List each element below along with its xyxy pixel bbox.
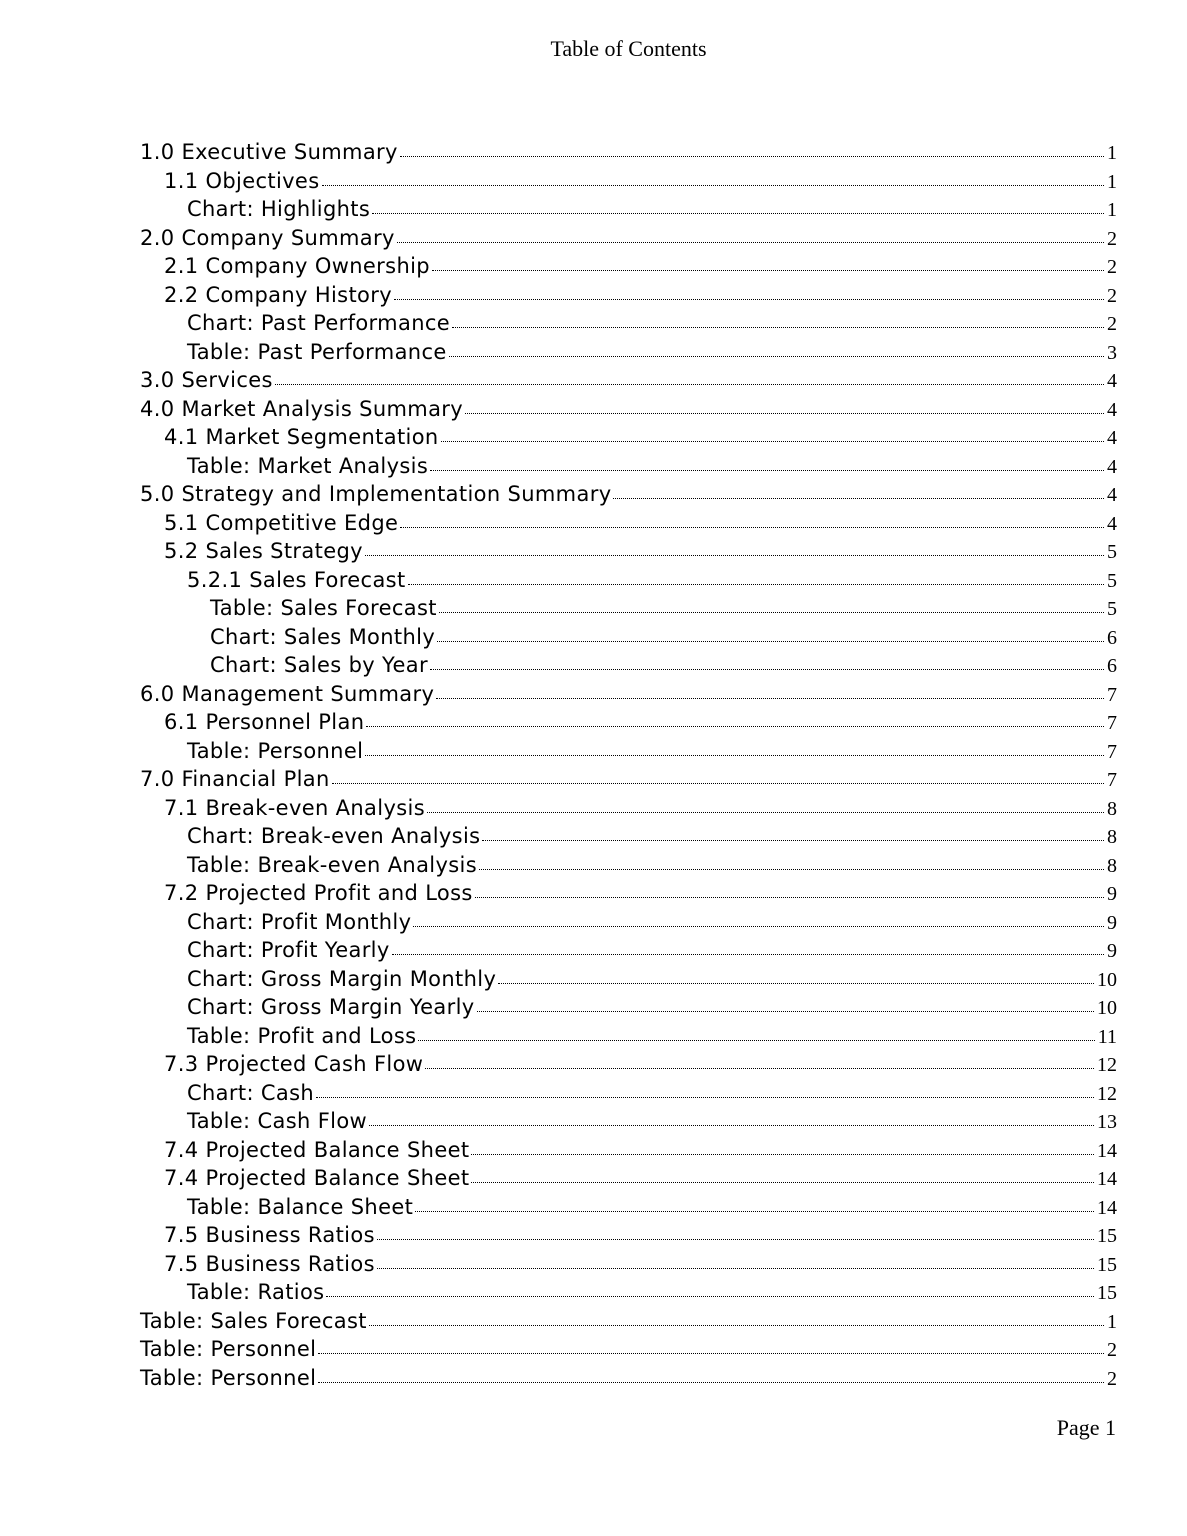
toc-entry-title: 7.5 Business Ratios xyxy=(164,1251,375,1276)
dot-leader xyxy=(479,869,1104,870)
toc-entry-page-number: 2 xyxy=(1107,284,1117,307)
toc-entry-page-number: 2 xyxy=(1107,1339,1117,1361)
toc-entry-title: Chart: Profit Monthly xyxy=(187,909,412,934)
toc-entry[interactable] xyxy=(140,568,1117,597)
dot-leader xyxy=(498,983,1094,984)
dot-leader xyxy=(400,156,1104,157)
toc-entry[interactable] xyxy=(140,226,1117,255)
dot-leader xyxy=(436,698,1104,699)
dot-leader xyxy=(377,1239,1094,1240)
toc-entry-page-number: 4 xyxy=(1107,512,1117,535)
toc-entry-title: 2.2 Company History xyxy=(164,282,393,307)
toc-entry-page-number: 7 xyxy=(1107,712,1117,734)
toc-entry-page-number: 5 xyxy=(1107,598,1117,620)
dot-leader xyxy=(365,555,1104,556)
toc-entry-title: Chart: Past Performance xyxy=(187,311,451,335)
toc-entry-title: 4.0 Market Analysis Summary xyxy=(140,396,464,421)
dot-leader xyxy=(425,1068,1094,1069)
toc-entry[interactable] xyxy=(140,425,1117,454)
toc-entry-title: Chart: Break-even Analysis xyxy=(187,824,481,848)
dot-leader xyxy=(413,926,1104,927)
dot-leader xyxy=(613,498,1104,499)
toc-entry[interactable] xyxy=(140,682,1117,711)
toc-entry-page-number: 4 xyxy=(1107,427,1117,449)
toc-entry-title: 6.1 Personnel Plan xyxy=(164,710,365,734)
toc-entry-title: Table: Balance Sheet xyxy=(187,1194,414,1219)
toc-entry-page-number: 12 xyxy=(1097,1082,1117,1105)
toc-entry-page-number: 4 xyxy=(1107,398,1117,421)
toc-entry[interactable] xyxy=(140,1366,1117,1395)
toc-entry[interactable] xyxy=(140,625,1117,654)
toc-entry[interactable] xyxy=(140,967,1117,996)
dot-leader xyxy=(439,612,1104,613)
toc-entry[interactable] xyxy=(140,1223,1117,1252)
toc-entry[interactable] xyxy=(140,853,1117,882)
dot-leader xyxy=(318,1382,1104,1383)
toc-entry[interactable] xyxy=(140,254,1117,283)
toc-entry-title: Table: Break-even Analysis xyxy=(187,852,478,877)
toc-entry-title: 7.4 Projected Balance Sheet xyxy=(164,1137,470,1162)
dot-leader xyxy=(482,840,1104,841)
dot-leader xyxy=(394,299,1104,300)
toc-entry[interactable] xyxy=(140,653,1117,682)
dot-leader xyxy=(465,413,1104,414)
toc-entry[interactable] xyxy=(140,1166,1117,1195)
toc-entry-page-number: 14 xyxy=(1097,1139,1117,1162)
dot-leader xyxy=(430,669,1104,670)
toc-entry-page-number: 8 xyxy=(1107,797,1117,820)
toc-entry-page-number: 1 xyxy=(1107,142,1117,164)
dot-leader xyxy=(408,584,1104,585)
toc-entry-page-number: 10 xyxy=(1097,968,1117,991)
toc-entry[interactable] xyxy=(140,368,1117,397)
toc-entry[interactable] xyxy=(140,197,1117,226)
toc-entry[interactable] xyxy=(140,140,1117,169)
toc-entry-title: Table: Sales Forecast xyxy=(210,596,437,620)
toc-entry-title: 7.0 Financial Plan xyxy=(140,767,330,791)
toc-entry-title: 4.1 Market Segmentation xyxy=(164,425,439,449)
toc-entry-page-number: 4 xyxy=(1107,455,1117,478)
toc-entry-title: Chart: Profit Yearly xyxy=(187,938,390,962)
dot-leader xyxy=(477,1011,1094,1012)
toc-entry[interactable] xyxy=(140,995,1117,1024)
toc-entry[interactable] xyxy=(140,1195,1117,1224)
toc-entry-title: Chart: Cash xyxy=(187,1080,315,1105)
toc-entry-title: 1.0 Executive Summary xyxy=(140,140,398,164)
dot-leader xyxy=(471,1154,1094,1155)
toc-entry-title: 6.0 Management Summary xyxy=(140,681,435,706)
toc-entry-page-number: 11 xyxy=(1097,1025,1117,1048)
toc-entry[interactable] xyxy=(140,539,1117,568)
toc-entry-title: Table: Market Analysis xyxy=(187,453,429,478)
toc-entry-page-number: 5 xyxy=(1107,569,1117,592)
toc-entry[interactable] xyxy=(140,1024,1117,1053)
toc-entry[interactable] xyxy=(140,283,1117,312)
dot-leader xyxy=(432,270,1104,271)
toc-entry-page-number: 8 xyxy=(1107,826,1117,848)
toc-entry-title: Chart: Highlights xyxy=(187,197,371,221)
toc-entry[interactable] xyxy=(140,710,1117,739)
toc-entry[interactable] xyxy=(140,340,1117,369)
toc-entry-page-number: 15 xyxy=(1097,1282,1117,1304)
toc-entry-page-number: 5 xyxy=(1107,541,1117,563)
toc-entry[interactable] xyxy=(140,311,1117,340)
toc-entry[interactable] xyxy=(140,1052,1117,1081)
toc-entry-title: Table: Profit and Loss xyxy=(187,1023,417,1048)
dot-leader xyxy=(427,812,1104,813)
toc-entry[interactable] xyxy=(140,596,1117,625)
toc-entry[interactable] xyxy=(140,482,1117,511)
table-of-contents xyxy=(140,140,1117,1394)
dot-leader xyxy=(275,384,1104,385)
toc-entry-page-number: 4 xyxy=(1107,484,1117,506)
toc-entry-title: 5.2 Sales Strategy xyxy=(164,539,363,563)
page-number: Page 1 xyxy=(1056,1415,1116,1440)
dot-leader xyxy=(322,185,1105,186)
toc-entry[interactable] xyxy=(140,169,1117,198)
toc-entry-page-number: 7 xyxy=(1107,683,1117,706)
toc-entry-title: Chart: Gross Margin Monthly xyxy=(187,966,497,991)
toc-entry-page-number: 9 xyxy=(1107,883,1117,905)
toc-entry[interactable] xyxy=(140,938,1117,967)
toc-entry-page-number: 14 xyxy=(1097,1196,1117,1219)
toc-entry-page-number: 6 xyxy=(1107,655,1117,677)
toc-entry-title: 1.1 Objectives xyxy=(164,168,320,193)
toc-entry-page-number: 10 xyxy=(1097,997,1117,1019)
toc-entry-title: 7.1 Break-even Analysis xyxy=(164,795,426,820)
toc-entry[interactable] xyxy=(140,454,1117,483)
dot-leader xyxy=(369,1325,1104,1326)
dot-leader xyxy=(449,356,1104,357)
dot-leader xyxy=(316,1097,1094,1098)
toc-entry-title: 3.0 Services xyxy=(140,368,273,392)
toc-entry-title: 5.0 Strategy and Implementation Summary xyxy=(140,482,612,506)
toc-entry[interactable] xyxy=(140,511,1117,540)
toc-entry-page-number: 7 xyxy=(1107,769,1117,791)
toc-entry-title: Table: Personnel xyxy=(140,1337,317,1361)
dot-leader xyxy=(392,954,1104,955)
dot-leader xyxy=(415,1211,1094,1212)
toc-entry[interactable] xyxy=(140,1138,1117,1167)
toc-entry-page-number: 3 xyxy=(1107,341,1117,364)
dot-leader xyxy=(318,1353,1104,1354)
toc-entry[interactable] xyxy=(140,1109,1117,1138)
toc-entry-page-number: 9 xyxy=(1107,911,1117,934)
toc-entry-title: Chart: Sales Monthly xyxy=(210,624,436,649)
toc-entry-title: 7.3 Projected Cash Flow xyxy=(164,1052,424,1076)
dot-leader xyxy=(430,470,1104,471)
toc-entry-page-number: 4 xyxy=(1107,370,1117,392)
toc-entry-page-number: 2 xyxy=(1107,1367,1117,1390)
toc-entry[interactable] xyxy=(140,1280,1117,1309)
toc-entry[interactable] xyxy=(140,767,1117,796)
dot-leader xyxy=(452,327,1104,328)
toc-entry-title: Chart: Sales by Year xyxy=(210,653,428,677)
toc-entry[interactable] xyxy=(140,1309,1117,1338)
dot-leader xyxy=(369,1125,1094,1126)
dot-leader xyxy=(400,527,1104,528)
toc-entry-title: 7.5 Business Ratios xyxy=(164,1223,375,1247)
dot-leader xyxy=(365,755,1104,756)
toc-entry-title: Table: Personnel xyxy=(140,1365,317,1390)
dot-leader xyxy=(372,213,1104,214)
toc-entry-page-number: 7 xyxy=(1107,740,1117,763)
toc-entry[interactable] xyxy=(140,397,1117,426)
toc-entry-title: 5.1 Competitive Edge xyxy=(164,510,399,535)
toc-entry-title: 7.4 Projected Balance Sheet xyxy=(164,1166,470,1190)
toc-entry-page-number: 2 xyxy=(1107,313,1117,335)
toc-entry-page-number: 8 xyxy=(1107,854,1117,877)
toc-entry-title: Table: Sales Forecast xyxy=(140,1308,367,1333)
dot-leader xyxy=(441,441,1104,442)
dot-leader xyxy=(326,1296,1094,1297)
dot-leader xyxy=(366,726,1104,727)
page-title: Table of Contents xyxy=(550,36,707,61)
toc-entry[interactable] xyxy=(140,910,1117,939)
toc-entry[interactable] xyxy=(140,1337,1117,1366)
toc-entry-page-number: 1 xyxy=(1107,1310,1117,1333)
toc-entry-page-number: 9 xyxy=(1107,940,1117,962)
toc-entry-title: 7.2 Projected Profit and Loss xyxy=(164,881,473,905)
dot-leader xyxy=(471,1182,1094,1183)
toc-entry-title: 5.2.1 Sales Forecast xyxy=(187,567,406,592)
dot-leader xyxy=(397,242,1104,243)
toc-entry-title: Chart: Gross Margin Yearly xyxy=(187,995,475,1019)
toc-entry-page-number: 1 xyxy=(1107,199,1117,221)
toc-entry-title: 2.0 Company Summary xyxy=(140,225,395,250)
toc-entry[interactable] xyxy=(140,881,1117,910)
toc-entry-page-number: 6 xyxy=(1107,626,1117,649)
dot-leader xyxy=(332,783,1104,784)
toc-entry-page-number: 15 xyxy=(1097,1225,1117,1247)
toc-entry-title: Table: Ratios xyxy=(187,1280,325,1304)
toc-entry-page-number: 15 xyxy=(1097,1253,1117,1276)
toc-entry-page-number: 14 xyxy=(1097,1168,1117,1190)
toc-entry-title: Table: Past Performance xyxy=(187,339,447,364)
dot-leader xyxy=(437,641,1104,642)
dot-leader xyxy=(418,1040,1094,1041)
toc-entry[interactable] xyxy=(140,1081,1117,1110)
toc-entry-page-number: 2 xyxy=(1107,256,1117,278)
toc-entry[interactable] xyxy=(140,739,1117,768)
toc-entry[interactable] xyxy=(140,824,1117,853)
toc-entry-title: 2.1 Company Ownership xyxy=(164,254,430,278)
toc-entry-page-number: 13 xyxy=(1097,1111,1117,1133)
toc-entry[interactable] xyxy=(140,796,1117,825)
toc-entry[interactable] xyxy=(140,1252,1117,1281)
toc-entry-page-number: 12 xyxy=(1097,1054,1117,1076)
toc-entry-page-number: 1 xyxy=(1107,170,1117,193)
dot-leader xyxy=(475,897,1104,898)
toc-entry-title: Table: Cash Flow xyxy=(187,1109,368,1133)
dot-leader xyxy=(377,1268,1094,1269)
toc-entry-title: Table: Personnel xyxy=(187,738,364,763)
toc-entry-page-number: 2 xyxy=(1107,227,1117,250)
